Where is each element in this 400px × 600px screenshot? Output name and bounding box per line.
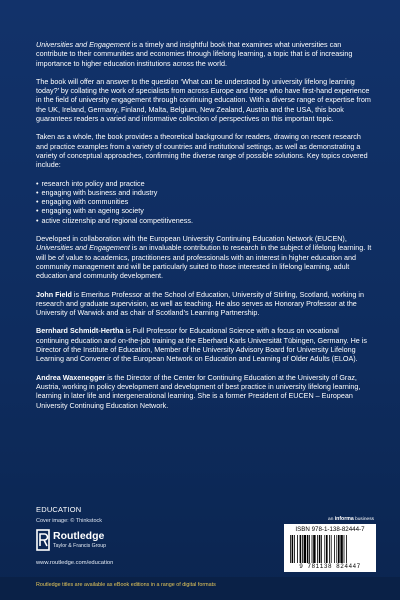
publisher-logo (36, 529, 146, 559)
footer-band (0, 577, 400, 600)
subject-category: EDUCATION (36, 505, 82, 514)
author-name: John Field (36, 289, 72, 299)
publisher-name: Routledge (53, 530, 105, 542)
cover-credit: Cover image: © Thinkstock (36, 518, 103, 524)
list-item: • active citizenship and regional competitiveness. (36, 216, 372, 225)
informa-prefix: an (328, 517, 335, 522)
blurb-text (36, 40, 372, 419)
author-bio-text: is Emeritus Professor at the School of Education, University of Stirling, Scotland, working in research and graduate supervision, as well as teaching. He also serves as Honorary Professor at the University of Warwick and as chair of Scotland’s Learning Partnership. (36, 289, 364, 318)
intro-paragraph (36, 40, 372, 68)
list-item: • engaging with business and industry (36, 188, 372, 197)
book-title-italic: Universities and Engagement (36, 243, 130, 253)
informa-credit (284, 516, 374, 522)
eucen-text-a: Developed in collaboration with the European University Continuing Education Network (EUCEN), (36, 234, 347, 244)
author-bio-text: is the Director of the Center for Continuing Education at the University of Graz, Austria, working in policy development and development of best practice in university lifelong learning, learning in later life and intergenerational learning. She is a former President of EUCEN – European University Continuing Education Network. (36, 372, 361, 410)
topics-list (36, 179, 372, 225)
author-bio-text: is Full Professor for Educational Science with a focus on vocational continuing education and on-the-job training at the Eberhard Karls Universität Tübingen, Germany. He is Director of the Institute of Education, Member of the University Advisory Board for University Lifelong Learning and Convener of the European Network on Education and Learning of Older Adults (ELOA). (36, 326, 367, 364)
question-paragraph: The book will offer an answer to the question ‘What can be understood by university lifelong learning today?’ by collating the work of specialists from across Europe and those who have first-hand experience in the field of university engagement through continuing education. With a diverse range of expertise from the UK, Ireland, Germany, Finland, Malta, Belgium, New Zealand, Austria and the USA, this book guarantees readers a varied and informative collection of perspectives on this important topic. (36, 76, 371, 124)
publisher-website: www.routledge.com/education (36, 560, 114, 566)
list-item: • engaging with an ageing society (36, 206, 372, 215)
informa-suffix: business (353, 517, 374, 522)
isbn-number: ISBN 978-1-138-82444-7 (295, 526, 365, 533)
list-item: • research into policy and practice (36, 179, 372, 188)
barcode-bars-icon (290, 535, 370, 563)
intro-text: is a timely and insightful book that examines what universities can contribute to their communities and economies through lifelong learning, a topic that is of increasing importance to higher education institutions across the world. (36, 40, 353, 68)
book-title-italic: Universities and Engagement (36, 40, 130, 49)
publisher-group: Taylor & Francis Group (53, 543, 107, 549)
routledge-logo-icon (36, 529, 50, 551)
author-bio (36, 290, 372, 318)
eucen-text-b: is an invaluable contribution to research in the subject of lifelong learning. It will be of value to academics, practitioners and professionals with an interest in higher education and community management and will be particularly suited to those interested in lifelong learning, adult education and community development. (36, 243, 372, 281)
barcode-digits: 9 781138 824447 (299, 563, 361, 570)
author-bio (36, 326, 372, 363)
ebook-notice: Routledge titles are available as eBook editions in a range of digital formats (36, 582, 216, 588)
list-item: • engaging with communities (36, 197, 372, 206)
eucen-paragraph (36, 234, 372, 280)
author-name: Bernhard Schmidt-Hertha (36, 326, 124, 336)
author-bio (36, 373, 372, 410)
overview-paragraph: Taken as a whole, the book provides a theoretical background for readers, drawing on recent research and practice examples from a variety of countries and institutional settings, as well as demonstrating a variety of conceptual approaches, confirming the diverse range of possible solutions. Key topics covered include: (36, 132, 368, 170)
informa-name: informa (334, 516, 354, 522)
author-name: Andrea Waxenegger (36, 372, 106, 382)
barcode (284, 524, 376, 572)
